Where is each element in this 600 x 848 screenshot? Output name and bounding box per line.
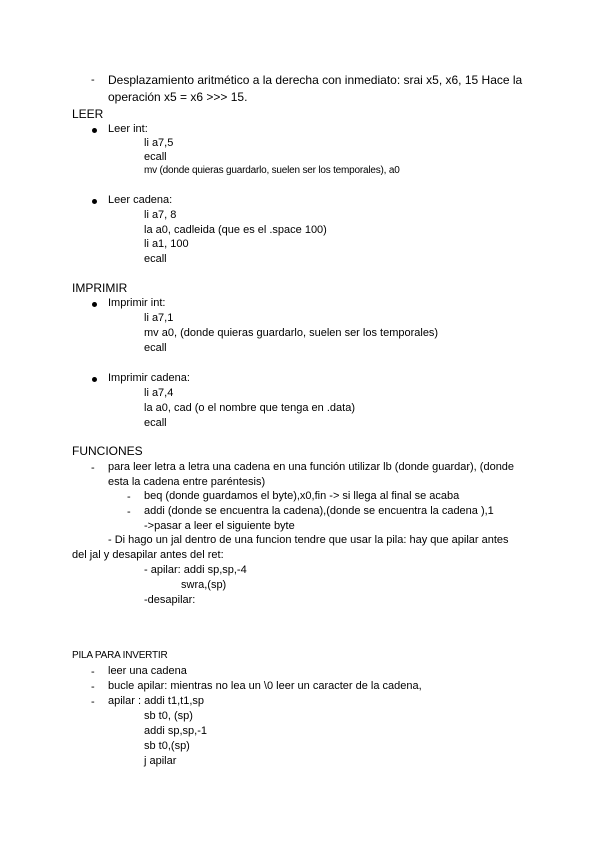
bullet [92,128,97,133]
bullet [92,377,97,382]
code-line: ecall [144,151,167,163]
bullet [92,199,97,204]
intro-line: Desplazamiento aritmético a la derecha con inmediato: srai x5, x6, 15 Hace la [108,73,523,87]
code-line: sb t0,(sp) [144,740,190,752]
code-line: li a1, 100 [144,238,189,250]
code-line: li a7,1 [144,312,174,324]
list-item: leer una cadena [108,665,187,677]
section-heading-leer: LEER [72,107,104,121]
sub-item: ->pasar a leer el siguiente byte [144,520,295,532]
code-line: -desapilar: [144,594,196,606]
dash-marker: - [91,696,95,708]
sub-item: beq (donde guardamos el byte),x0,fin -> si llega al final se acaba [144,490,460,502]
section-heading-funciones: FUNCIONES [72,444,143,458]
code-line: mv (donde quieras guardarlo, suelen ser los temporales), a0 [144,165,400,176]
item-label: Imprimir cadena: [108,372,190,384]
code-line: li a7, 8 [144,209,177,221]
code-line: li a7,4 [144,387,174,399]
list-item: bucle apilar: mientras no lea un \0 leer un caracter de la cadena, [108,680,422,692]
code-line: ecall [144,253,167,265]
paragraph: del jal y desapilar antes del ret: [72,549,224,561]
code-line: la a0, cad (o el nombre que tenga en .data) [144,402,355,414]
code-line: li a7,5 [144,137,174,149]
code-line: ecall [144,417,167,429]
code-line: sb t0, (sp) [144,710,193,722]
item-label: Imprimir int: [108,297,166,309]
dash-marker: - [91,681,95,693]
section-heading-imprimir: IMPRIMIR [72,281,128,295]
list-item: para leer letra a letra una cadena en una función utilizar lb (donde guardar), (donde [108,461,515,473]
list-item: apilar : addi t1,t1,sp [108,695,205,707]
code-line: addi sp,sp,-1 [144,725,207,737]
bullet [92,302,97,307]
code-line: mv a0, (donde quieras guardarlo, suelen ser los temporales) [144,327,439,339]
sub-item: addi (donde se encuentra la cadena),(donde se encuentra la cadena ),1 [144,505,494,517]
code-line: ecall [144,342,167,354]
code-line: swra,(sp) [181,579,227,591]
dash-marker: - [91,462,95,474]
dash-marker: - [91,74,95,86]
item-label: Leer cadena: [108,194,173,206]
dash-marker: - [127,506,131,518]
section-heading-pila: PILA PARA INVERTIR [72,650,168,661]
code-line: - apilar: addi sp,sp,-4 [144,564,247,576]
code-line: j apilar [144,755,177,767]
item-label: Leer int: [108,123,148,135]
dash-marker: - [127,491,131,503]
list-item: esta la cadena entre paréntesis) [108,476,266,488]
intro-line: operación x5 = x6 >>> 15. [108,90,248,104]
paragraph: - Di hago un jal dentro de una funcion tendre que usar la pila: hay que apilar antes [108,534,509,546]
dash-marker: - [91,666,95,678]
code-line: la a0, cadleida (que es el .space 100) [144,224,327,236]
